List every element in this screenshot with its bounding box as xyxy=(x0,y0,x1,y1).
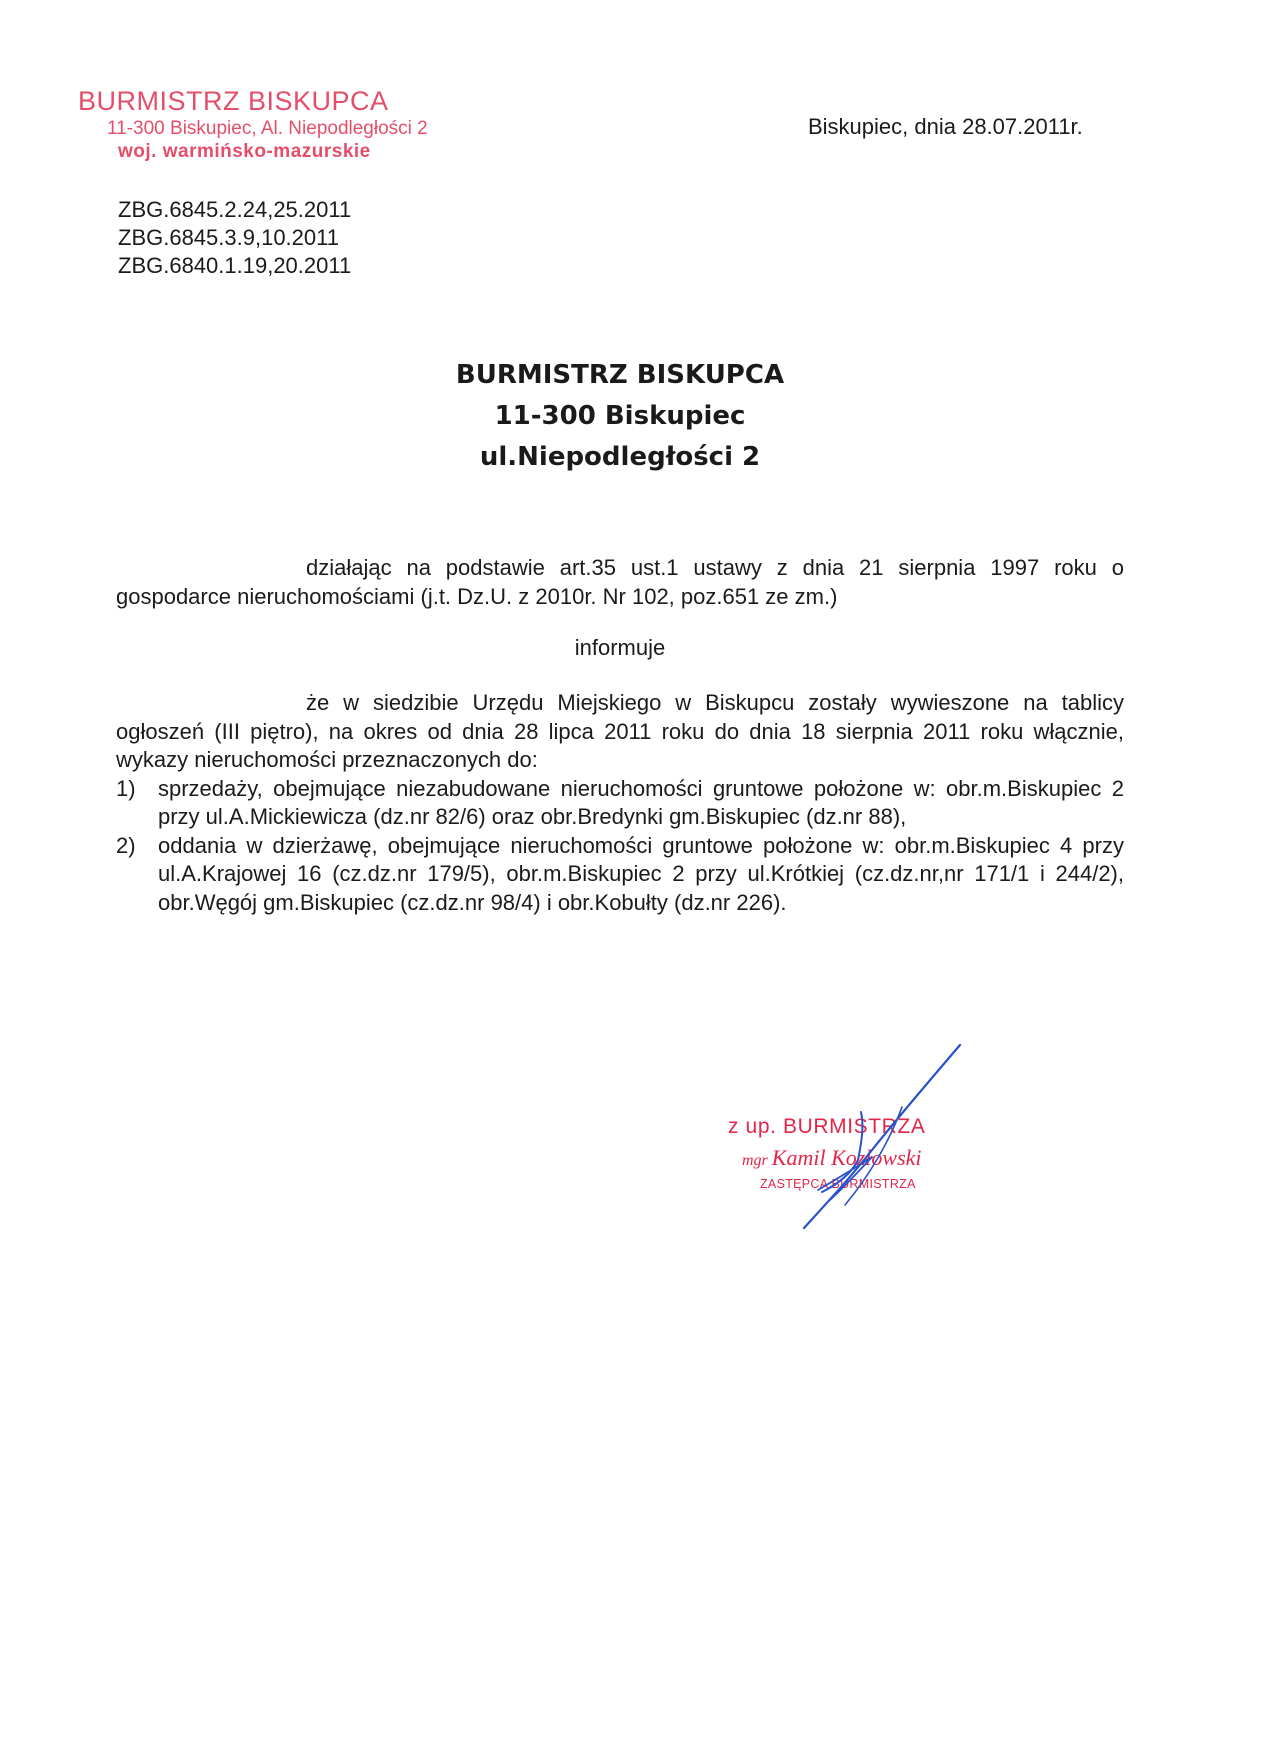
announcement-paragraph: że w siedzibie Urzędu Miejskiego w Biskupcu zostały wywieszone na tablicy ogłoszeń (III piętro), na okres od dnia 28 lipca 2011 roku do dnia 18 sierpnia 2011 roku włącznie, wykazy nieruchomości przeznaczonych do: xyxy=(116,690,1124,772)
list-item-text: oddania w dzierżawę, obejmujące nieruchomości gruntowe położone w: obr.m.Biskupiec 4 przy ul.A.Krajowej 16 (cz.dz.nr 179/5), obr.m.Biskupiec 2 przy ul.Krótkiej (cz.dz.nr,nr 171/1 i 244/2), obr.Węgój gm.Biskupiec (cz.dz.nr 98/4) i obr.Kobułty (dz.nr 226). xyxy=(158,832,1124,915)
list-item-number: 2) xyxy=(116,832,136,858)
reference-number: ZBG.6840.1.19,20.2011 xyxy=(118,253,352,278)
signature-stamp-line-1: z up. BURMISTRZA xyxy=(728,1115,926,1138)
informs-label: informuje xyxy=(574,635,666,660)
stamp-line-2: 11-300 Biskupiec, Al. Niepodległości 2 xyxy=(107,118,428,139)
signature-stamp-name xyxy=(742,1145,922,1171)
stamp-line-1: BURMISTRZ BISKUPCA xyxy=(78,86,389,116)
heading-street: ul.Niepodległości 2 xyxy=(479,442,761,472)
signature-stamp-role: ZASTĘPCA BURMISTRZA xyxy=(760,1177,916,1191)
heading-authority: BURMISTRZ BISKUPCA xyxy=(455,360,785,390)
reference-numbers xyxy=(118,196,351,280)
property-list xyxy=(116,775,1124,918)
list-item xyxy=(116,832,1124,918)
stamp-line-3: woj. warmińsko-mazurskie xyxy=(118,141,371,162)
legal-basis-paragraph: działając na podstawie art.35 ust.1 ustawy z dnia 21 sierpnia 1997 roku o gospodarce nieruchomościami (j.t. Dz.U. z 2010r. Nr 102, poz.651 ze zm.) xyxy=(116,555,1124,609)
announcement-body xyxy=(116,689,1124,917)
list-item-number: 1) xyxy=(116,775,136,801)
signature-title-prefix: mgr xyxy=(742,1152,768,1169)
office-stamp xyxy=(78,86,428,163)
document-heading xyxy=(0,355,1240,478)
list-item-text: sprzedaży, obejmujące niezabudowane nieruchomości gruntowe położone w: obr.m.Biskupiec 2 przy ul.A.Mickiewicza (dz.nr 82/6) oraz obr.Bredynki gm.Biskupiec (dz.nr 88), xyxy=(158,775,1124,829)
place-and-date: Biskupiec, dnia 28.07.2011r. xyxy=(808,114,1083,139)
reference-number: ZBG.6845.3.9,10.2011 xyxy=(118,225,339,250)
signature-name: Kamil Kozłowski xyxy=(771,1145,922,1170)
list-item xyxy=(116,775,1124,832)
reference-number: ZBG.6845.2.24,25.2011 xyxy=(118,197,352,222)
heading-postal-city: 11-300 Biskupiec xyxy=(494,401,746,431)
